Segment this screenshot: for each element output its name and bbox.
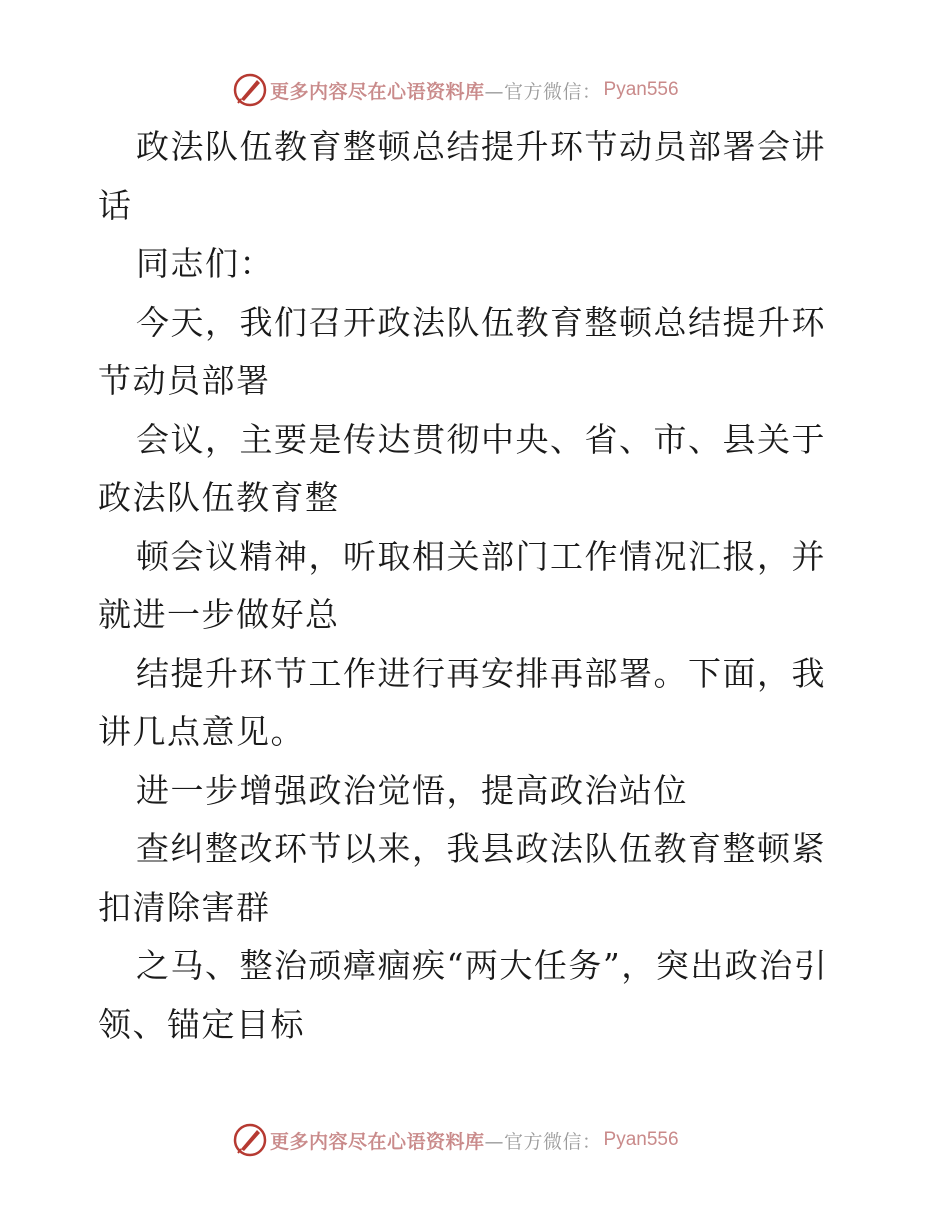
section-heading: 进一步增强政治觉悟，提高政治站位 [136, 770, 688, 810]
quill-logo-icon [232, 72, 268, 108]
banner-wechat-id: Pyan556 [603, 1129, 679, 1150]
document-body [98, 118, 858, 1054]
paragraph: 会议，主要是传达贯彻中央、省、市、县关于政法队伍教育整 [98, 419, 826, 517]
paragraph: 查纠整改环节以来，我县政法队伍教育整顿紧扣清除害群 [98, 829, 826, 927]
header-watermark-banner [232, 72, 712, 108]
banner-main-text: 更多内容尽在心语资料库 [270, 80, 485, 103]
salutation: 同志们： [136, 244, 274, 283]
banner-wechat-id: Pyan556 [603, 79, 679, 100]
banner-sub-text: —官方微信： [484, 1130, 602, 1153]
quill-logo-icon [232, 1122, 268, 1158]
paragraph: 结提升环节工作进行再安排再部署。下面，我讲几点意见。 [98, 653, 826, 751]
footer-watermark-banner [232, 1122, 712, 1158]
banner-main-text: 更多内容尽在心语资料库 [270, 1130, 485, 1153]
document-title: 政法队伍教育整顿总结提升环节动员部署会讲话 [98, 127, 826, 225]
banner-sub-text: —官方微信： [484, 80, 602, 103]
paragraph: 今天，我们召开政法队伍教育整顿总结提升环节动员部署 [98, 302, 826, 400]
paragraph: 顿会议精神，听取相关部门工作情况汇报，并就进一步做好总 [98, 536, 826, 634]
paragraph: 之马、整治顽瘴痼疾“两大任务”，突出政治引领、锚定目标 [98, 946, 829, 1044]
